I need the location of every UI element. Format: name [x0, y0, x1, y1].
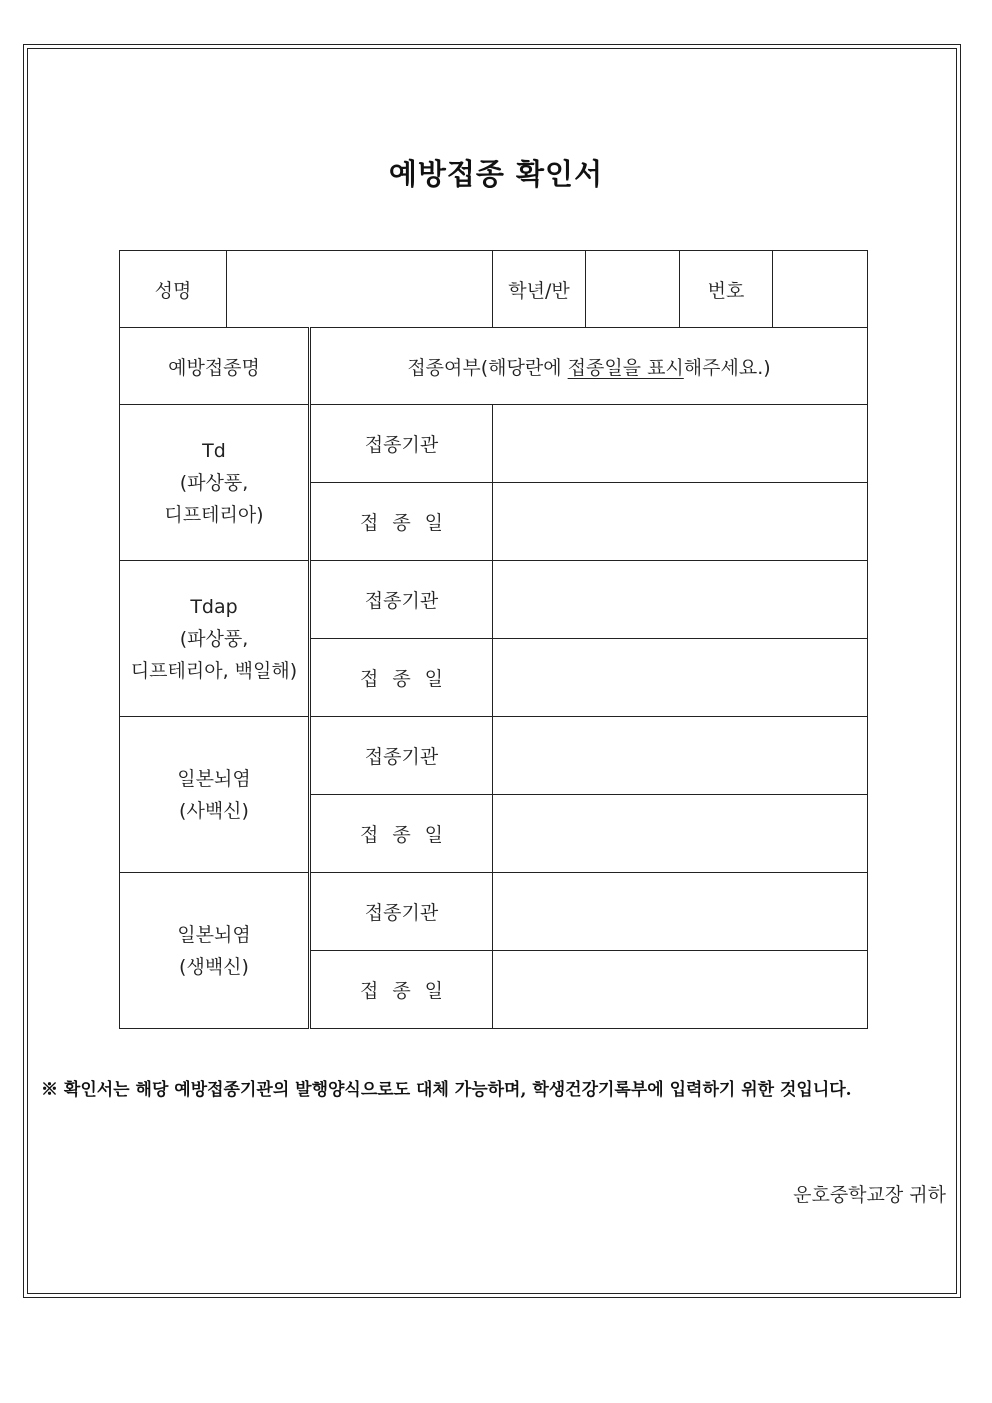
date-label: 접종일 — [310, 639, 493, 717]
institution-field[interactable] — [493, 717, 868, 795]
date-label: 접종일 — [310, 483, 493, 561]
institution-label: 접종기관 — [310, 717, 493, 795]
name-field[interactable] — [227, 251, 493, 328]
date-field[interactable] — [493, 951, 868, 1029]
vaccination-status-header — [310, 328, 868, 405]
footnote: ※ 확인서는 해당 예방접종기관의 발행양식으로도 대체 가능하며, 학생건강기록부에 입력하기 위한 것입니다. — [41, 1080, 852, 1100]
number-field[interactable] — [773, 251, 868, 328]
institution-label: 접종기관 — [310, 873, 493, 951]
status-suffix: 해주세요.) — [683, 356, 771, 379]
vaccine-name-line: (파상풍, — [179, 627, 249, 650]
student-info-row — [120, 251, 868, 328]
grade-class-label: 학년/반 — [493, 251, 586, 328]
date-label: 접종일 — [310, 951, 493, 1029]
vaccine-name-je-live — [120, 873, 310, 1029]
vaccine-name-line: 디프테리아, 백일해) — [130, 659, 298, 682]
vaccine-je-live-institution-row — [120, 873, 868, 951]
institution-field[interactable] — [493, 405, 868, 483]
vaccine-name-line: (사백신) — [179, 799, 249, 822]
institution-label: 접종기관 — [310, 561, 493, 639]
number-label: 번호 — [680, 251, 773, 328]
grade-class-field[interactable] — [586, 251, 680, 328]
institution-field[interactable] — [493, 561, 868, 639]
name-label: 성명 — [120, 251, 227, 328]
vaccine-tdap-institution-row — [120, 561, 868, 639]
vaccine-name-line: (파상풍, — [179, 471, 249, 494]
date-label: 접종일 — [310, 795, 493, 873]
addressee: 운호중학교장 귀하 — [793, 1184, 946, 1206]
document-title: 예방접종 확인서 — [388, 157, 604, 191]
date-field[interactable] — [493, 795, 868, 873]
date-field[interactable] — [493, 483, 868, 561]
vaccine-name-tdap — [120, 561, 310, 717]
status-emphasis: 접종일을 표시 — [567, 356, 684, 379]
status-prefix: 접종여부(해당란에 — [407, 356, 568, 379]
vaccine-je-inactivated-institution-row — [120, 717, 868, 795]
vaccine-name-line: 디프테리아) — [164, 503, 264, 526]
vaccine-name-line: Td — [202, 439, 226, 462]
vaccine-name-line: (생백신) — [179, 955, 249, 978]
column-header-row — [120, 328, 868, 405]
institution-label: 접종기관 — [310, 405, 493, 483]
vaccine-name-header: 예방접종명 — [120, 328, 310, 405]
vaccine-td-institution-row — [120, 405, 868, 483]
date-field[interactable] — [493, 639, 868, 717]
vaccine-name-line: 일본뇌염 — [177, 767, 251, 790]
vaccine-name-line: 일본뇌염 — [177, 923, 251, 946]
vaccine-name-je-inactivated — [120, 717, 310, 873]
vaccination-form-table — [119, 250, 868, 1029]
institution-field[interactable] — [493, 873, 868, 951]
vaccine-name-td — [120, 405, 310, 561]
vaccine-name-line: Tdap — [190, 595, 238, 618]
